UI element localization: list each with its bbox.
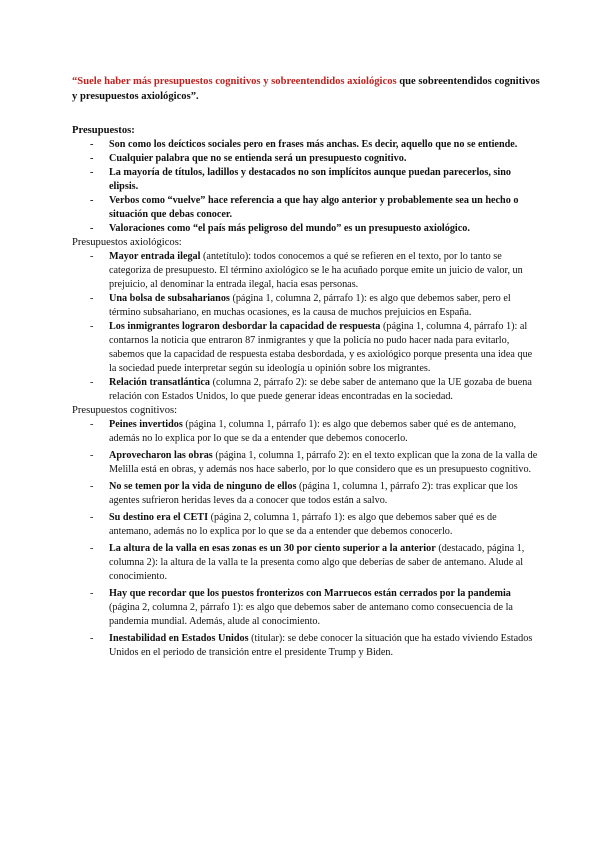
item-text: (página 2, columna 2, párrafo 1): es algo que debemos saber de antemano como consecuencia de la pandemia mundial. Además, alude al conocimiento.: [109, 602, 513, 627]
axiologicos-heading: Presupuestos axiológicos:: [72, 237, 182, 248]
item-term: Los inmigrantes lograron desbordar la capacidad de respuesta: [109, 321, 381, 332]
list-item: - La mayoría de títulos, ladillos y destacados no son implícitos aunque puedan parecerlos, sino elipsis.: [72, 166, 540, 194]
quote-rest: que sobreentendidos cognitivos y presupuestos axiológicos”.: [72, 76, 540, 102]
list-item: [72, 418, 540, 446]
item-text: (titular): se debe conocer la situación que ha estado viviendo Estados Unidos en el periodo de transición entre el presidente Trump y Biden.: [109, 633, 533, 658]
item-term: Mayor entrada ilegal: [109, 251, 201, 262]
item-text: (página 1, columna 4, párrafo 1): al contarnos la noticia que entraron 87 inmigrantes y que la policía no pudo hacer nada para evitarlo, sabemos que la capacidad de respuesta estaba desbordada, y es axiológico porque presenta una idea que la sociedad puede interpretar según su ideología u opinión sobre los migrantes.: [109, 321, 533, 374]
cognitivos-list: [72, 418, 540, 660]
item-term: Una bolsa de subsaharianos: [109, 293, 230, 304]
item-term: La altura de la valla en esas zonas es un 30 por ciento superior a la anterior: [109, 543, 436, 554]
list-item: [72, 480, 540, 508]
item-text: (destacado, página 1, columna 2): la altura de la valla te la presenta como algo que deberías de saber de antemano. Alude al conocimiento.: [109, 543, 525, 582]
list-item: [72, 320, 540, 376]
item-term: No se temen por la vida de ninguno de ellos: [109, 481, 297, 492]
axiologicos-list: [72, 250, 540, 404]
item-text: (página 1, columna 1, párrafo 2): tras explicar que los agentes sufrieron heridas leves da a conocer que todos están a salvo.: [109, 481, 518, 506]
list-item: [72, 376, 540, 404]
intro-quote: [72, 74, 540, 104]
item-text: (página 1, columna 2, párrafo 1): es algo que debemos saber, pero el término subsahariano, en muchas ocasiones, es la causa de muchos prejuicios en España.: [109, 293, 511, 318]
list-item: [72, 632, 540, 660]
list-item: - Son como los deícticos sociales pero en frases más anchas. Es decir, aquello que no se entiende.: [72, 138, 540, 152]
item-text: (página 1, columna 1, párrafo 2): en el texto explican que la zona de la valla de Melilla está en obras, y además nos hace saberlo, por lo que considero que es un presupuesto cognitivo.: [109, 450, 538, 475]
list-item: [72, 449, 540, 477]
list-item: [72, 511, 540, 539]
list-item: [72, 292, 540, 320]
presupuestos-list: [72, 138, 540, 236]
item-text: (columna 2, párrafo 2): se debe saber de antemano que la UE gozaba de buena relación con Estados Unidos, lo que puede generar ideas encontradas en la sociedad.: [109, 377, 532, 402]
item-term: Hay que recordar que los puestos fronterizos con Marruecos están cerrados por la pandemia: [109, 588, 511, 599]
list-item: [72, 250, 540, 292]
item-term: Inestabilidad en Estados Unidos: [109, 633, 249, 644]
item-text: (antetítulo): todos conocemos a qué se refieren en el texto, por lo tanto se categoriza de presupuesto. El término axiológico se le ha acuñado porque emite un juicio de valor, un prejuicio, al denominar la entrada ilegal, hacia esas personas.: [109, 251, 523, 290]
item-term: Relación transatlántica: [109, 377, 211, 388]
cognitivos-heading: Presupuestos cognitivos:: [72, 405, 178, 416]
list-item: [72, 542, 540, 584]
list-item: - Cualquier palabra que no se entienda será un presupuesto cognitivo.: [72, 152, 540, 166]
list-item: - Valoraciones como “el país más peligroso del mundo” es un presupuesto axiológico.: [72, 222, 540, 236]
list-item: [72, 587, 540, 629]
quote-highlight: “Suele haber más presupuestos cognitivos y sobreentendidos axiológicos: [72, 76, 397, 87]
item-text: (página 2, columna 1, párrafo 1): es algo que debemos saber qué es de antemano, además no lo explica por lo que se da a entender que debemos conocerlo.: [109, 512, 497, 537]
presupuestos-heading: Presupuestos:: [72, 125, 135, 136]
item-text: (página 1, columna 1, párrafo 1): es algo que debemos saber qué es de antemano, además no lo explica por lo que se da a entender que debemos conocerlo.: [109, 419, 517, 444]
item-term: Su destino era el CETI: [109, 512, 209, 523]
item-term: Aprovecharon las obras: [109, 450, 213, 461]
item-term: Peines invertidos: [109, 419, 183, 430]
list-item: - Verbos como “vuelve” hace referencia a que hay algo anterior y probablemente sea un hecho o situación que debas conocer.: [72, 194, 540, 222]
